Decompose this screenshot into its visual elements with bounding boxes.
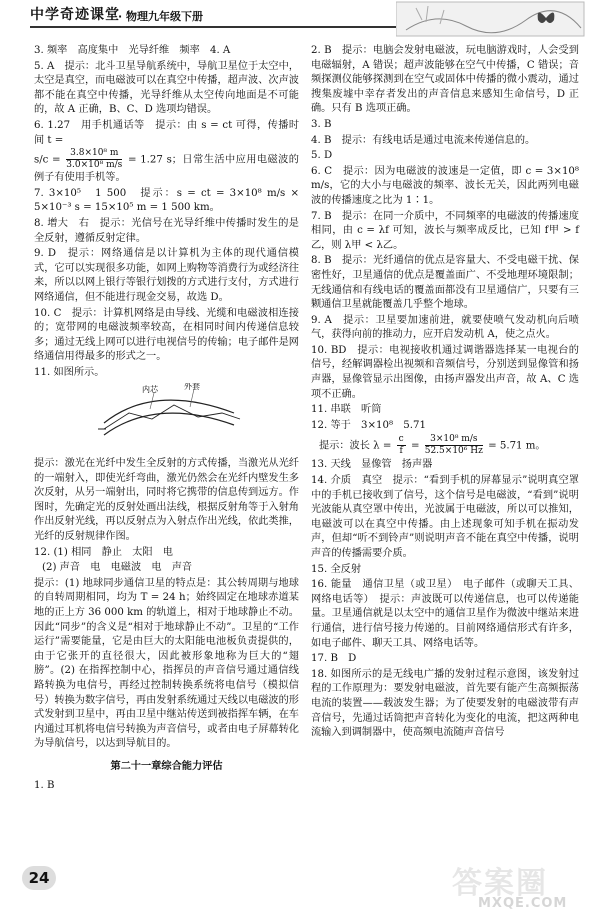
section-answer-3: 3. B	[311, 118, 332, 130]
figure-label-inner: 内芯	[142, 385, 158, 395]
wavelength-result: = 5.71 m。	[488, 440, 546, 452]
answer-item-12-part2: (2) 声音 电 电磁波 电 声音	[42, 562, 193, 574]
figure-label-outer: 外套	[184, 383, 200, 392]
watermark-text: 答案圈	[452, 866, 548, 901]
answer-item-6	[34, 119, 299, 186]
time-fraction	[66, 148, 122, 171]
section-answer-16: 16. 能量 通信卫星（或卫星） 电子邮件（或聊天工具、网络电话等） 提示：声波既可以传递信息，也可以传递能量。卫星通信就是以太空中的通信卫星作为微波中继站来进行通信，进行信号接力传递的。目前网络通信形式有许多，如电子邮件、聊天工具、网络电话等。	[311, 579, 579, 649]
section-answer-9: 9. A 提示：卫星要加速前进，就要使喷气发动机向后喷气，获得向前的推动力，应开启发动机 A，使之点火。	[311, 314, 579, 341]
fraction-denominator: 3.0×10⁸ m/s	[66, 160, 123, 171]
section-answer-15: 15. 全反射	[311, 563, 362, 575]
section-answer-12: 12. 等于 3×10⁸ 5.71	[311, 419, 426, 431]
brand-title: 中学奇迹课堂	[30, 7, 120, 23]
book-subtitle: · 物理九年级下册	[118, 10, 204, 23]
answer-item-11: 11. 如图所示。	[34, 366, 105, 378]
answer-item-12-hint: 提示：(1) 地球同步通信卫星的特点是：其公转周期与地球的自转周期相同，均为 T = 24 h；始终固定在地球赤道某地的正上方 36 000 km 的轨道上，相对于地球静止不动。因此“同步”的含义是“相对于地球静止不动”。卫星的“工作运行”需要能量，它是由巨大的太阳能电池板负责提供的，由于它张开的直径很大，因此被形象地称为巨大的“翅膀”。(2) 在指挥控制中心，指挥员的声音信号通过通信线路转换为电信号，再经过控制转换系统将电信号（模拟信号）转换为数字信号，再由发射系统通过天线以电磁波的形式发射到卫星中，再由卫星中继站传送到被指挥车辆，在车内通过耳机将电信号转换为声音信号，或者由电子屏幕转化为导航信号，以达到导航目的。	[34, 577, 299, 750]
page-number: 24	[22, 866, 56, 890]
section-answer-7: 7. B 提示：在同一介质中，不同频率的电磁波的传播速度相同，由 c = λf 可知，波长与频率成反比，已知 f甲 > f乙，则 λ甲 < λ乙。	[311, 210, 579, 251]
answer-item-11-hint: 提示：激光在光纤中发生全反射的方式传播，当激光从光纤的一端射入，即使光纤弯曲，激光仍然会在光纤内壁发生多次反射，从另一端射出，同时将它携带的信息传到远方。作图时，先确定光的反射处画出法线，根据反射角等于入射角作出反射光线，再以反射点为入射点作出光线，依此类推，光纤的反射规律作图。	[34, 458, 299, 543]
section-answer-5: 5. D	[311, 150, 333, 162]
watermark-site: MXQE.COM	[478, 896, 568, 911]
fraction-denominator: f	[399, 446, 403, 457]
wavelength-fraction-2	[425, 434, 483, 457]
section-answer-17: 17. B D	[311, 653, 357, 665]
answer-item-12-part1: 12. (1) 相同 静止 太阳 电	[34, 546, 173, 558]
formula-result: = 1.27 s；日常生活中应用电磁波的例子有使用手机等。	[34, 154, 299, 184]
fraction-numerator: 3.8×10⁸ m	[66, 148, 122, 160]
header-decoration-illustration	[396, 0, 586, 40]
wavelength-lead: 提示：波长 λ =	[319, 440, 392, 452]
answer-item-3: 3. 频率 高度集中 光导纤维 频率 4. A	[34, 45, 231, 56]
fraction-numerator: 3×10⁸ m/s	[425, 434, 483, 446]
wavelength-formula: 提示：波长 λ = $\frac{c}{f}$ = $\frac{\text{3×10⁸ m/s}}{\text{52.5×10⁶ Hz}}$ = 5.71 m。	[319, 434, 546, 457]
section-answer-8: 8. B 提示：光纤通信的优点是容量大、不受电磁干扰、保密性好，卫星通信的优点是覆盖面广、不受地理环境限制；无线通信和有线电话的覆盖面都没有卫星通信广，只要有三颗通信卫星就能覆盖几乎整个地球。	[311, 255, 579, 311]
fraction-numerator: c	[398, 434, 404, 445]
answer-item-10: 10. C 提示：计算机网络是由导线、光缆和电磁波相连接的；宽带网的电磁波频率较高，在相同时间内传递信息较多；通过无线上网可以进行电视信号的传输；电子邮件是网络通信用得最多的形式之一。	[34, 307, 299, 363]
section-title: 第二十一章综合能力评估	[110, 760, 223, 772]
section-answer-10: 10. BD 提示：电视接收机通过调谐器选择某一电视台的信号，经解调器检出视频和音频信号，分别送到显像管和扬声器，显像管显示出图像，由扬声器发出声音，故 A、C 选项不正确。	[311, 344, 579, 400]
formula-lead: s/c =	[34, 154, 61, 166]
optical-fiber-figure	[94, 383, 244, 449]
page-header	[0, 0, 600, 40]
section-answer-1: 1. B	[34, 779, 55, 791]
fraction-denominator: 52.5×10⁶ Hz	[424, 446, 483, 457]
answer-item-7: 7. 3×10⁵ 1 500 提示：s = ct = 3×10⁸ m/s × 5×10⁻³ s = 15×10⁵ m = 1 500 km。	[34, 187, 299, 214]
formula-line	[34, 148, 299, 186]
section-answer-2: 2. B 提示：电脑会发射电磁波，玩电脑游戏时，人会受到电磁辐射，A 错误；超声波能够在空气中传播，C 错误；音频探测仪能够探测到在空气或固体中传播的微小震动，通过搜集废墟中幸存者发出的声音信息来感知生命信号，D 正确。只有 B 选项正确。	[311, 45, 579, 115]
section-answer-13: 13. 天线 显像管 扬声器	[311, 459, 433, 471]
wavelength-fraction-1	[397, 434, 406, 457]
section-answer-6: 6. C 提示：因为电磁波的波速是一定值，即 c = 3×10⁸ m/s，它的大小与电磁波的频率、波长无关，因此两列电磁波的传播速度之比为 1∶1。	[311, 165, 579, 206]
section-answer-11: 11. 串联 听筒	[311, 404, 382, 416]
section-answer-4: 4. B 提示：有线电话是通过电流来传递信息的。	[311, 134, 536, 146]
watermark-logo	[452, 858, 592, 914]
section-answer-18: 18. 如图所示的是无线电广播的发射过程示意图，该发射过程的工作原理为：要发射电磁波，首先要有能产生高频振荡电流的装置——载波发生器；为了使要发射的电磁波带有声音信号，先通过话筒把声音转化为变化的电流，把这两种电流输入到调制器中，使高频电流随声音信号	[311, 668, 579, 739]
header-rule	[30, 26, 410, 28]
answer-item-6-text: 6. 1.27 用手机通话等 提示：由 s = ct 可得，传播时间 t =	[34, 119, 299, 146]
right-column	[311, 44, 579, 742]
answer-item-8: 8. 增大 右 提示：光信号在光导纤维中传播时发生的是全反射，遵循反射定律。	[34, 217, 299, 244]
answer-item-9: 9. D 提示：网络通信是以计算机为主体的现代通信模式，它可以实现很多功能，如网上购物等消费行为或经济往来，所以以网上银行等银行划拨的方式进行支付，方式进行网络通信，但不能进行现金交易，故选 D。	[34, 248, 299, 303]
left-column	[34, 44, 299, 794]
answer-item-5: 5. A 提示：北斗卫星导航系统中，导航卫星位于太空中，太空是真空，而电磁波可以在真空中传播，超声波、次声波都不能在真空中传播，光导纤维从太空传向地面是不可能的，故 A 正确，B、C、D 选项均错误。	[34, 60, 299, 116]
section-answer-14: 14. 介质 真空 提示：“看到手机的屏幕显示”说明真空罩中的手机已接收到了信号，这个信号是电磁波，“看到”说明光波能从真空罩中传出，光波属于电磁波，所以可以推知，电磁波可以在真空中传播。由上述现象可知手机在振动发声，但却“听不到铃声”则说明声音不能在真空中传播，说明声音的传播需要介质。	[311, 475, 579, 559]
